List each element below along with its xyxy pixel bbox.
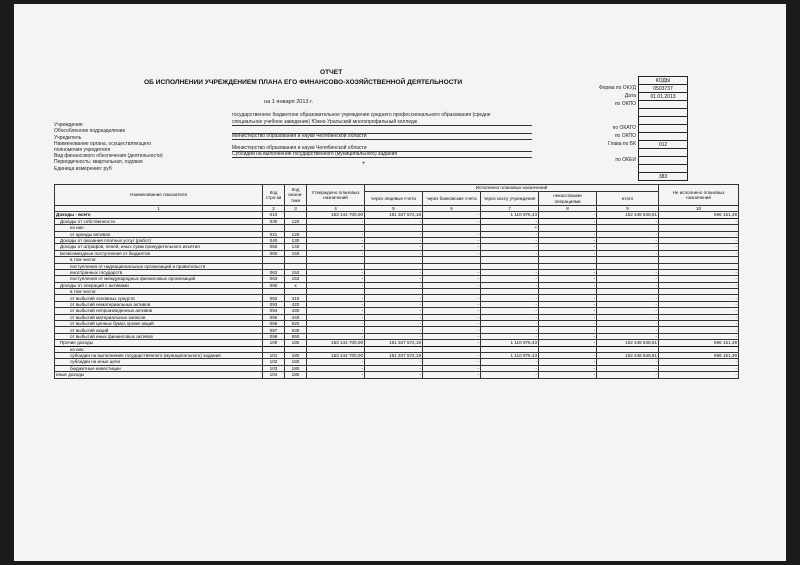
codes-cell	[639, 157, 688, 165]
value-col-4: -	[307, 244, 365, 250]
header-cash: через кассу учреждения	[481, 192, 539, 206]
value-col-8: -	[539, 301, 597, 307]
codes-label: по ОКАТО	[612, 125, 636, 131]
value-col-5: -	[365, 372, 423, 378]
value-col-7: -	[481, 244, 539, 250]
value-col-4: -	[307, 295, 365, 301]
analytics-code: 630	[285, 327, 307, 333]
value-col-5: -	[365, 308, 423, 314]
value-col-4: -	[307, 237, 365, 243]
value-col-5: -	[365, 321, 423, 327]
analytics-code: 140	[285, 244, 307, 250]
value-col-8: -	[539, 327, 597, 333]
column-number: 2	[263, 206, 285, 212]
row-name: от выбытий нематериальных активов	[55, 301, 263, 307]
row-code: 103	[263, 365, 285, 371]
okpo-code-2	[639, 133, 688, 141]
row-code: 101	[263, 352, 285, 358]
value-col-4: -	[307, 321, 365, 327]
analytics-code: x	[285, 282, 307, 288]
okei-code: 383	[639, 173, 688, 181]
column-number: 3	[285, 206, 307, 212]
value-col-9: -	[597, 282, 659, 288]
value-col-5: -	[365, 359, 423, 365]
codes-label: Форма по ОКУД	[598, 85, 636, 91]
value-col-6: -	[423, 340, 481, 346]
table-row	[55, 372, 739, 378]
value-col-7: -	[481, 365, 539, 371]
row-code: 102	[263, 359, 285, 365]
value-col-8: -	[539, 340, 597, 346]
value-col-9: -	[597, 276, 659, 282]
value-col-5: -	[365, 365, 423, 371]
row-name: Безвозмездные поступления от бюджетов	[55, 250, 263, 256]
value-col-6: -	[423, 301, 481, 307]
row-name: от выбытий материальных запасов	[55, 314, 263, 320]
value-col-10: -	[659, 244, 739, 250]
value-col-7: 1 110 976,43	[481, 352, 539, 358]
row-code: 060	[263, 250, 285, 256]
row-code: 010	[263, 212, 285, 218]
header-analytics-code: Код анали-тики	[285, 185, 307, 206]
value-col-9: -	[597, 250, 659, 256]
report-title: ОТЧЕТ	[320, 69, 343, 76]
value-col-4: -	[307, 269, 365, 275]
report-table-body	[55, 212, 739, 378]
analytics-code: 153	[285, 276, 307, 282]
column-number: 4	[307, 206, 365, 212]
value-col-8: -	[539, 333, 597, 339]
value-col-6: -	[423, 269, 481, 275]
header-noncash: некассовыми операциями	[539, 192, 597, 206]
row-name: поступления от наднациональных организаций и правительств	[55, 263, 263, 269]
value-col-7: 1 110 976,43	[481, 340, 539, 346]
report-table	[54, 184, 739, 379]
value-col-4: 153 144 700,00	[307, 340, 365, 346]
value-col-5: 151 337 572,18	[365, 352, 423, 358]
founder-underline	[232, 139, 532, 140]
value-col-10: -	[659, 269, 739, 275]
value-col-8: -	[539, 314, 597, 320]
row-code: 100	[263, 340, 285, 346]
analytics-code: 440	[285, 314, 307, 320]
column-number: 5	[365, 206, 423, 212]
value-col-9: -	[597, 231, 659, 237]
codes-box	[638, 76, 688, 181]
value-col-7: -	[481, 314, 539, 320]
okpo-code	[639, 101, 688, 109]
support-label: Вид финансового обеспечения (деятельности)	[54, 153, 163, 159]
header-approved: Утверждено плановых назначений	[307, 185, 365, 206]
value-col-9: -	[597, 372, 659, 378]
value-col-8: -	[539, 218, 597, 224]
founder-value: Министерство образования и науки Челябинской области	[232, 133, 367, 139]
column-number: 9	[597, 206, 659, 212]
row-code: 104	[263, 372, 285, 378]
value-col-7: -	[481, 237, 539, 243]
row-code: 062	[263, 269, 285, 275]
value-col-9: -	[597, 359, 659, 365]
row-code: 090	[263, 282, 285, 288]
row-name: Прочие доходы	[55, 340, 263, 346]
header-executed-group: Исполнено плановых назначений	[365, 185, 659, 192]
row-name: Доходы от оказания платных услуг (работ)	[55, 237, 263, 243]
value-col-5: -	[365, 237, 423, 243]
authority-value: Министерство образования и науки Челябинской области	[232, 145, 367, 151]
value-col-4: -	[307, 308, 365, 314]
value-col-7: -	[481, 231, 539, 237]
value-col-6: -	[423, 212, 481, 218]
report-date-code: 01.01.2013	[639, 93, 688, 101]
column-number: 6	[423, 206, 481, 212]
value-col-8: -	[539, 359, 597, 365]
value-col-5: -	[365, 231, 423, 237]
value-col-4: -	[307, 327, 365, 333]
value-col-7: -	[481, 321, 539, 327]
value-col-9: -	[597, 269, 659, 275]
value-col-10: -	[659, 295, 739, 301]
value-col-5: -	[365, 327, 423, 333]
value-col-10: 696 151,39	[659, 212, 739, 218]
value-col-6: -	[423, 218, 481, 224]
value-col-6: -	[423, 365, 481, 371]
value-col-5: -	[365, 314, 423, 320]
value-col-5: -	[365, 276, 423, 282]
row-name: Доходы от собственности	[55, 218, 263, 224]
value-col-8: -	[539, 250, 597, 256]
column-number: 1	[55, 206, 263, 212]
value-col-10: -	[659, 372, 739, 378]
period-label: Периодичность: квартальная, годовая	[54, 159, 143, 165]
value-col-8: -	[539, 269, 597, 275]
value-col-8: -	[539, 321, 597, 327]
value-col-7: -	[481, 295, 539, 301]
row-name: в том числе:	[55, 289, 263, 295]
value-col-6: -	[423, 282, 481, 288]
value-col-7: -	[481, 308, 539, 314]
value-col-10: -	[659, 321, 739, 327]
row-code: 094	[263, 308, 285, 314]
row-name: субсидии на выполнение государственного (муниципального) задания	[55, 352, 263, 358]
value-col-6: -	[423, 359, 481, 365]
row-name: от выбытий иных финансовых активов	[55, 333, 263, 339]
row-name: поступления от международных финансовых организаций	[55, 276, 263, 282]
value-col-4: -	[307, 231, 365, 237]
value-col-10: -	[659, 276, 739, 282]
header-personal-accounts: через лицевые счета	[365, 192, 423, 206]
value-col-6: -	[423, 237, 481, 243]
analytics-code: 650	[285, 333, 307, 339]
column-number: 10	[659, 206, 739, 212]
value-col-7: -	[481, 269, 539, 275]
analytics-code: 410	[285, 295, 307, 301]
codes-cell	[639, 109, 688, 117]
value-col-8: -	[539, 282, 597, 288]
row-name: иные доходы	[55, 372, 263, 378]
value-col-8: -	[539, 365, 597, 371]
value-col-7: -	[481, 359, 539, 365]
value-col-4: -	[307, 333, 365, 339]
value-col-10: -	[659, 308, 739, 314]
analytics-code: 120	[285, 218, 307, 224]
value-col-8: -	[539, 237, 597, 243]
codes-head: КОДЫ	[639, 77, 688, 85]
analytics-code: 180	[285, 352, 307, 358]
analytics-code: 150	[285, 250, 307, 256]
value-col-5: 151 337 572,18	[365, 212, 423, 218]
value-col-10: 696 151,39	[659, 340, 739, 346]
value-col-4: -	[307, 218, 365, 224]
value-col-10: -	[659, 365, 739, 371]
report-date: на 1 января 2013 г.	[264, 99, 314, 105]
value-col-10: -	[659, 250, 739, 256]
value-col-8: -	[539, 212, 597, 218]
row-code: 098	[263, 333, 285, 339]
header-row-code: Код стро-ки	[263, 185, 285, 206]
codes-label: Дата	[624, 93, 636, 99]
codes-label: Глава по БК	[608, 141, 636, 147]
value-col-9: 152 448 548,61	[597, 212, 659, 218]
table-row	[55, 352, 739, 358]
codes-cell	[639, 149, 688, 157]
row-name: субсидии на иные цели	[55, 359, 263, 365]
value-col-6: -	[423, 295, 481, 301]
analytics-code: 130	[285, 237, 307, 243]
value-col-6: -	[423, 244, 481, 250]
value-col-9: -	[597, 333, 659, 339]
value-col-8: -	[539, 244, 597, 250]
value-col-7: -	[481, 327, 539, 333]
value-col-10: -	[659, 327, 739, 333]
value-col-6: -	[423, 333, 481, 339]
value-col-6: -	[423, 372, 481, 378]
value-col-8: -	[539, 308, 597, 314]
value-col-7: -	[481, 282, 539, 288]
value-col-4: -	[307, 359, 365, 365]
value-col-9: -	[597, 218, 659, 224]
analytics-code: 152	[285, 269, 307, 275]
row-name: от выбытий ценных бумаг, кроме акций	[55, 321, 263, 327]
division-label: Обособленное подразделение	[54, 128, 126, 134]
value-col-10: -	[659, 237, 739, 243]
value-col-9: -	[597, 365, 659, 371]
analytics-code: 180	[285, 372, 307, 378]
row-name: иностранных государств	[55, 269, 263, 275]
row-name: Доходы от операций с активами	[55, 282, 263, 288]
value-col-9: 152 448 548,61	[597, 340, 659, 346]
row-name: из них:	[55, 346, 263, 352]
value-col-9: -	[597, 301, 659, 307]
value-col-6: -	[423, 308, 481, 314]
value-col-7: -	[481, 372, 539, 378]
header-bank-accounts: через банковские счета	[423, 192, 481, 206]
value-col-9: -	[597, 308, 659, 314]
value-col-9: -	[597, 237, 659, 243]
budget-chapter-code: 012	[639, 141, 688, 149]
value-col-8: -	[539, 295, 597, 301]
value-col-4: 153 144 700,00	[307, 212, 365, 218]
institution-value: государственное бюджетное образовательное учреждение среднего профессионального образования (средне	[232, 112, 491, 118]
value-col-6: -	[423, 327, 481, 333]
value-col-9: -	[597, 321, 659, 327]
value-col-10: -	[659, 314, 739, 320]
value-col-4: -	[307, 250, 365, 256]
row-code: 040	[263, 237, 285, 243]
value-col-5: -	[365, 218, 423, 224]
row-code: 093	[263, 301, 285, 307]
okato-code	[639, 125, 688, 133]
value-col-6: -	[423, 231, 481, 237]
value-col-4: -	[307, 282, 365, 288]
institution-underline	[232, 125, 532, 126]
value-col-6: -	[423, 352, 481, 358]
value-col-4: -	[307, 301, 365, 307]
institution-label: Учреждение	[54, 122, 83, 128]
row-code: 031	[263, 231, 285, 237]
value-col-6: -	[423, 314, 481, 320]
value-col-4: -	[307, 314, 365, 320]
analytics-code: 430	[285, 308, 307, 314]
support-value: Субсидии на выполнение государственного (муниципального) задания	[232, 151, 398, 157]
founder-label: Учредитель	[54, 135, 82, 141]
unit-label: Единица измерения: руб	[54, 166, 112, 172]
value-col-4: -	[307, 276, 365, 282]
row-code: 095	[263, 314, 285, 320]
value-col-5: -	[365, 301, 423, 307]
analytics-code: 180	[285, 359, 307, 365]
analytics-code: 420	[285, 301, 307, 307]
header-unexecuted: Не исполнено плановых назначений	[659, 185, 739, 206]
header-total: итого	[597, 192, 659, 206]
analytics-code: 120	[285, 231, 307, 237]
column-number: 8	[539, 206, 597, 212]
row-code: 050	[263, 244, 285, 250]
authority-label: полномочия учредителя	[54, 147, 111, 153]
value-col-9: 152 448 548,61	[597, 352, 659, 358]
row-name: от выбытий основных средств	[55, 295, 263, 301]
value-col-6: -	[423, 321, 481, 327]
value-col-9: -	[597, 327, 659, 333]
value-col-10: -	[659, 359, 739, 365]
value-col-10: -	[659, 218, 739, 224]
value-col-6: -	[423, 250, 481, 256]
value-col-10: 696 151,39	[659, 352, 739, 358]
value-col-5: -	[365, 295, 423, 301]
value-col-7: -	[481, 250, 539, 256]
value-col-10: -	[659, 282, 739, 288]
row-name: от выбытий непроизведенных активов	[55, 308, 263, 314]
value-col-4: 153 144 700,00	[307, 352, 365, 358]
support-underline	[232, 157, 532, 158]
codes-label: по ОКПО	[614, 133, 636, 139]
row-name: в том числе:	[55, 257, 263, 263]
value-col-5: 151 337 572,18	[365, 340, 423, 346]
codes-label: по ОКЕИ	[615, 157, 636, 163]
row-name: из них:	[55, 225, 263, 231]
value-col-8: -	[539, 276, 597, 282]
value-col-5: -	[365, 269, 423, 275]
value-col-8: -	[539, 372, 597, 378]
codes-label: по ОКПО	[614, 101, 636, 107]
value-col-4: -	[307, 365, 365, 371]
value-col-7: -	[481, 276, 539, 282]
value-col-5: -	[365, 282, 423, 288]
row-code: 092	[263, 295, 285, 301]
row-name: Доходы от штрафов, пеней, иных сумм принудительного изъятия	[55, 244, 263, 250]
value-col-7: ×	[481, 225, 539, 231]
value-col-5: -	[365, 333, 423, 339]
codes-cell	[639, 165, 688, 173]
authority-label: Наименование органа, осуществляющего	[54, 141, 152, 147]
analytics-code: 180	[285, 365, 307, 371]
value-col-9: -	[597, 244, 659, 250]
institution-value: специальное учебное заведение) Южно-Уральский многопрофильный колледж	[232, 119, 418, 125]
value-col-7: -	[481, 218, 539, 224]
value-col-5: -	[365, 244, 423, 250]
report-subtitle: ОБ ИСПОЛНЕНИИ УЧРЕЖДЕНИЕМ ПЛАНА ЕГО ФИНАНСОВО-ХОЗЯЙСТВЕННОЙ ДЕЯТЕЛЬНОСТИ	[144, 79, 463, 86]
row-code: 097	[263, 327, 285, 333]
value-col-5: -	[365, 250, 423, 256]
analytics-code: 620	[285, 321, 307, 327]
value-col-10: -	[659, 333, 739, 339]
column-number: 7	[481, 206, 539, 212]
row-code: 030	[263, 218, 285, 224]
header-name: Наименование показателя	[55, 185, 263, 206]
report-page	[14, 4, 786, 561]
value-col-8: -	[539, 231, 597, 237]
row-name: от аренды активов	[55, 231, 263, 237]
row-name: Доходы - всего	[55, 212, 263, 218]
value-col-7: -	[481, 301, 539, 307]
value-col-10: -	[659, 301, 739, 307]
cursor-mark: +	[362, 161, 366, 167]
value-col-7: -	[481, 333, 539, 339]
row-code: 096	[263, 321, 285, 327]
row-name: бюджетные инвестиции	[55, 365, 263, 371]
analytics-code: 180	[285, 340, 307, 346]
okud-code: 0503737	[639, 85, 688, 93]
row-code: 063	[263, 276, 285, 282]
row-name: от выбытий акций	[55, 327, 263, 333]
codes-cell	[639, 117, 688, 125]
value-col-7: 1 110 976,43	[481, 212, 539, 218]
value-col-6: -	[423, 276, 481, 282]
value-col-4: -	[307, 372, 365, 378]
value-col-10: -	[659, 231, 739, 237]
value-col-9: -	[597, 295, 659, 301]
value-col-8: -	[539, 352, 597, 358]
value-col-9: -	[597, 314, 659, 320]
